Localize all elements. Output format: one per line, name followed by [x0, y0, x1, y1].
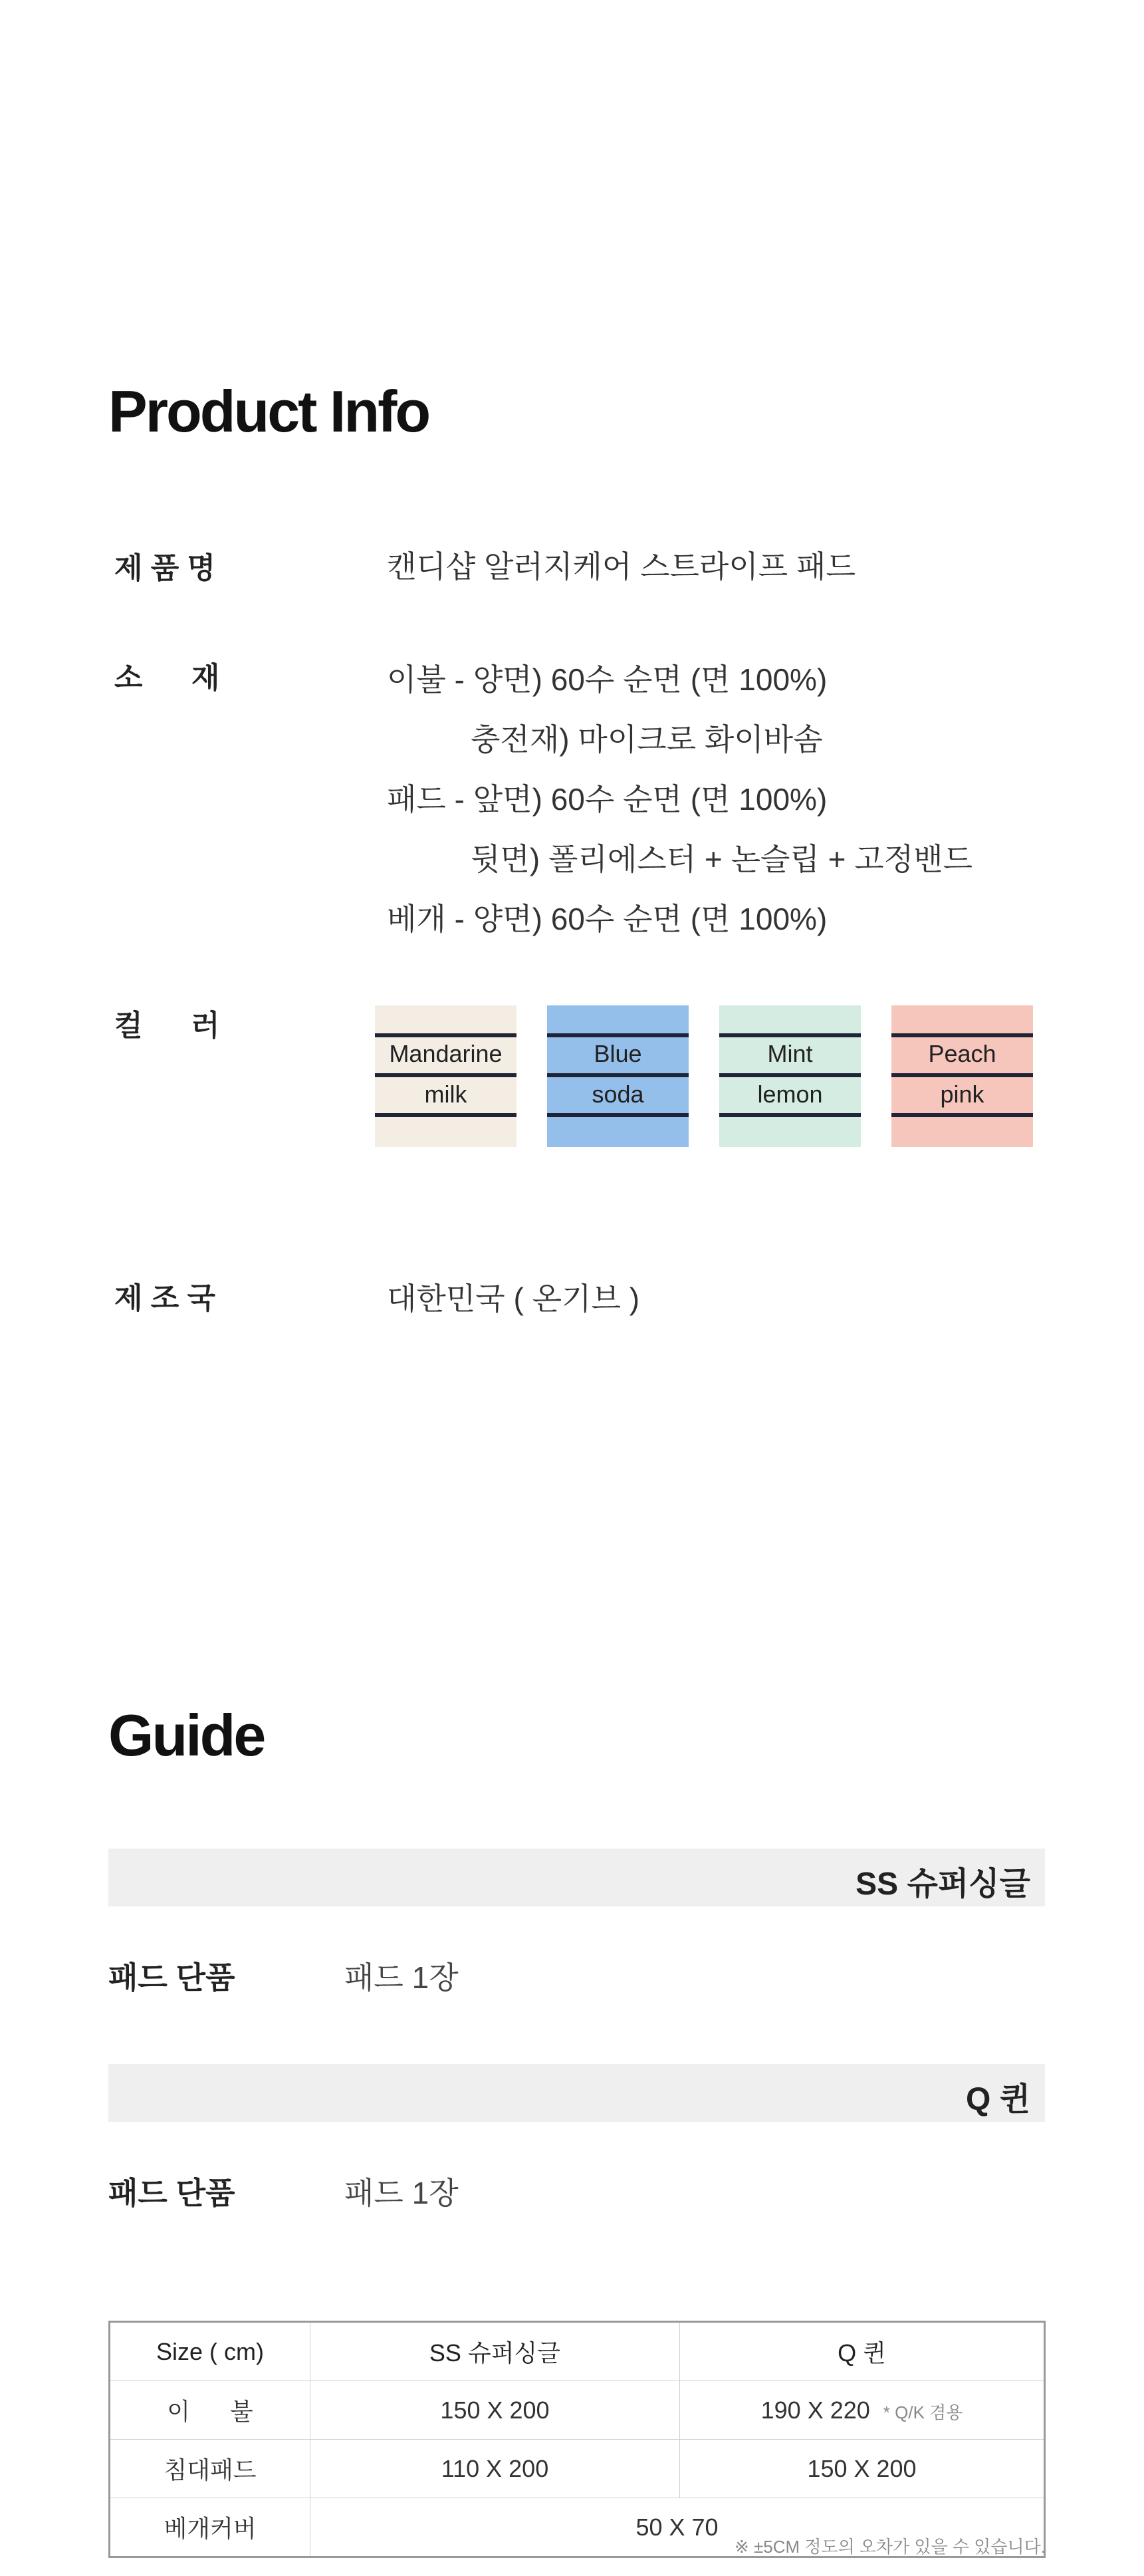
table-cell: 150 X 200 [680, 2440, 1045, 2498]
swatch-line2: lemon [757, 1081, 823, 1108]
material-label: 소 재 [114, 662, 220, 694]
stripe [547, 1033, 689, 1037]
table-header: SS 슈퍼싱글 [310, 2322, 680, 2381]
origin-value: 대한민국 ( 온기브 ) [387, 1281, 640, 1316]
size-bar-label: SS 슈퍼싱글 [856, 1867, 1030, 1902]
table-header: Size ( cm) [110, 2322, 310, 2381]
stripe [547, 1113, 689, 1117]
material-line: 패드 - 앞면) 60수 순면 (면 100%) [387, 782, 828, 817]
stripe [891, 1113, 1033, 1117]
table-header-row [110, 2322, 1045, 2381]
table-cell: 150 X 200 [310, 2381, 680, 2440]
table-row [110, 2381, 1045, 2440]
stripe [375, 1113, 516, 1117]
pad-item-label: 패드 단품 [108, 1960, 235, 1995]
material-line: 이불 - 양면) 60수 순면 (면 100%) [387, 662, 828, 697]
table-cell: 110 X 200 [310, 2440, 680, 2498]
swatch-line1: Blue [594, 1040, 642, 1067]
guide-title: Guide [108, 1702, 265, 1768]
size-bar-ss [108, 1849, 1045, 1906]
q-note: * Q/K 겸용 [883, 2402, 963, 2422]
stripe [891, 1033, 1033, 1037]
size-bar-q [108, 2064, 1045, 2122]
product-name-label: 제 품 명 [114, 552, 215, 584]
table-cell-q [680, 2381, 1045, 2440]
swatch-line1: Mandarine [389, 1040, 503, 1067]
material-line: 충전재) 마이크로 화이바솜 [471, 722, 823, 757]
row-name: 베개커버 [110, 2498, 310, 2557]
material-line: 베개 - 양면) 60수 순면 (면 100%) [387, 902, 828, 936]
color-swatch-peach-pink [891, 1005, 1033, 1147]
color-swatch-blue-soda [547, 1005, 689, 1147]
color-label: 컬 러 [114, 1009, 220, 1042]
pad-item-value: 패드 1장 [344, 2176, 459, 2210]
stripe [719, 1033, 861, 1037]
stripe [891, 1073, 1033, 1077]
stripe [719, 1073, 861, 1077]
swatch-line2: pink [940, 1081, 984, 1108]
pad-item-label: 패드 단품 [108, 2176, 235, 2210]
table-row [110, 2440, 1045, 2498]
material-line: 뒷면) 폴리에스터 + 논슬립 + 고정밴드 [471, 842, 973, 876]
swatch-line2: milk [424, 1081, 467, 1108]
row-name: 이 불 [110, 2381, 310, 2440]
stripe [547, 1073, 689, 1077]
tolerance-footnote: ※ ±5CM 정도의 오차가 있을 수 있습니다. [734, 2537, 1046, 2557]
table-header: Q 퀸 [680, 2322, 1045, 2381]
color-swatch-mandarine-milk [375, 1005, 516, 1147]
swatch-line2: soda [592, 1081, 644, 1108]
product-name-value: 캔디샵 알러지케어 스트라이프 패드 [387, 549, 856, 584]
q-value: 190 X 220 [760, 2396, 870, 2424]
size-bar-label: Q 퀸 [965, 2082, 1030, 2117]
stripe [719, 1113, 861, 1117]
stripe [375, 1073, 516, 1077]
swatch-line1: Peach [928, 1040, 996, 1067]
color-swatch-mint-lemon [719, 1005, 861, 1147]
size-table [108, 2321, 1046, 2558]
pad-item-value: 패드 1장 [344, 1960, 459, 1995]
row-name: 침대패드 [110, 2440, 310, 2498]
stripe [375, 1033, 516, 1037]
product-info-title: Product Info [108, 378, 429, 444]
swatch-line1: Mint [767, 1040, 813, 1067]
origin-label: 제 조 국 [114, 1282, 215, 1315]
table-cell-merged: 50 X 70 [310, 2498, 1045, 2557]
